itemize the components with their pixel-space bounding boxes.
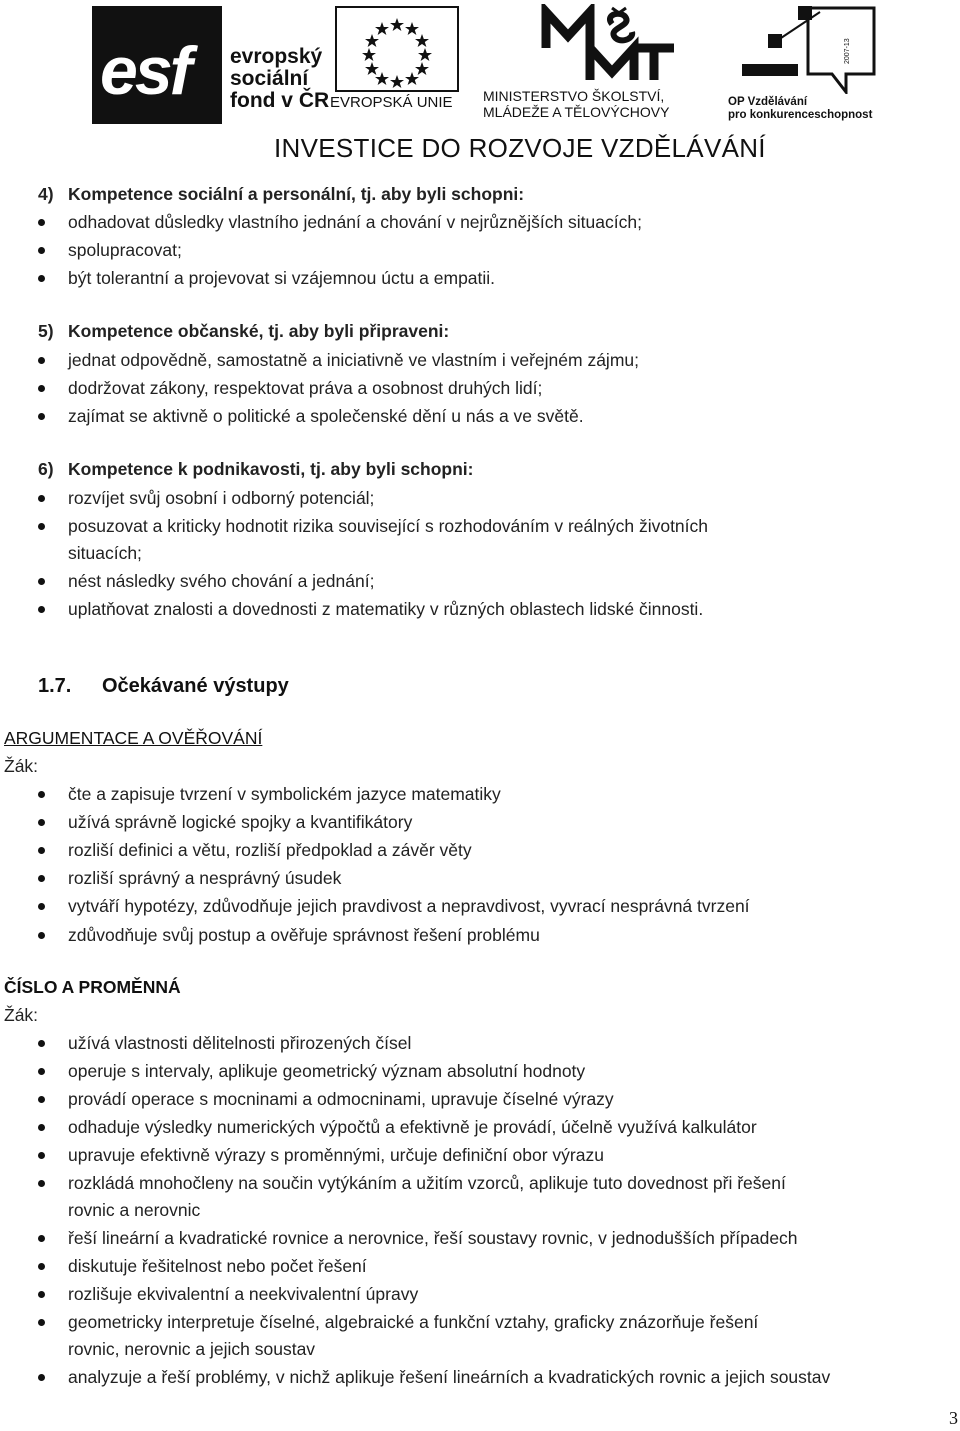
chapter-number: 1.7. <box>38 675 72 697</box>
page-number: 3 <box>949 1408 958 1428</box>
section4-item: spolupracovat; <box>68 240 182 260</box>
bullet-icon <box>38 1180 45 1187</box>
section4-title: Kompetence sociální a personální, tj. aby byli schopni: <box>68 184 525 204</box>
section5-title: Kompetence občanské, tj. aby byli připraveni: <box>68 321 450 341</box>
cislo-item: odhaduje výsledky numerických výpočtů a efektivně je provádí, účelně využívá kalkulátor <box>68 1117 757 1137</box>
bullet-icon <box>38 219 45 226</box>
investice-banner: INVESTICE DO ROZVOJE VZDĚLÁVÁNÍ <box>274 133 766 163</box>
section4-number: 4) <box>38 184 54 204</box>
cislo-item: geometricky interpretuje číselné, algebraické a funkční vztahy, graficky znázorňuje řešení <box>68 1312 759 1332</box>
cislo-item: analyzuje a řeší problémy, v nichž aplikuje řešení lineárních a kvadratických rovnic a jejich soustav <box>68 1367 831 1387</box>
section6-title: Kompetence k podnikavosti, tj. aby byli schopni: <box>68 459 474 479</box>
section6-item: posuzovat a kriticky hodnotit rizika související s rozhodováním v reálných životních <box>68 516 709 536</box>
bullet-icon <box>38 1152 45 1159</box>
section6-number: 6) <box>38 459 54 479</box>
op-line1: OP Vzdělávání <box>728 96 808 108</box>
argumentace-item: rozliší definici a větu, rozliší předpoklad a závěr věty <box>68 840 472 860</box>
bullet-icon <box>38 932 45 939</box>
chapter-title: Očekávané výstupy <box>102 675 289 697</box>
bullet-icon <box>38 413 45 420</box>
cislo-item-continued: rovnic a nerovnic <box>68 1200 201 1220</box>
section6-item: uplatňovat znalosti a dovednosti z matematiky v různých oblastech lidské činnosti. <box>68 599 704 619</box>
bullet-icon <box>38 903 45 910</box>
cislo-item: užívá vlastnosti dělitelnosti přirozených čísel <box>68 1033 412 1053</box>
section5-number: 5) <box>38 321 54 341</box>
section4-item: být tolerantní a projevovat si vzájemnou úctu a empatii. <box>68 268 496 288</box>
cislo-item: provádí operace s mocninami a odmocninami, upravuje číselné výrazy <box>68 1089 614 1109</box>
bullet-icon <box>38 606 45 613</box>
section6-item: rozvíjet svůj osobní i odborný potenciál; <box>68 488 375 508</box>
esf-line3: fond v ČR <box>230 89 330 112</box>
bullet-icon <box>38 247 45 254</box>
bullet-icon <box>38 385 45 392</box>
section6-item-continued: situacích; <box>68 543 142 563</box>
bullet-icon <box>38 847 45 854</box>
bullet-icon <box>38 1263 45 1270</box>
msmt-line1: MINISTERSTVO ŠKOLSTVÍ, <box>483 88 665 104</box>
cislo-item: rozlišuje ekvivalentní a neekvivalentní úpravy <box>68 1284 419 1304</box>
eu-caption: EVROPSKÁ UNIE <box>330 94 453 111</box>
bullet-icon <box>38 495 45 502</box>
bullet-icon <box>38 875 45 882</box>
op-caption <box>728 96 872 122</box>
msmt-caption <box>483 88 669 120</box>
cislo-item: diskutuje řešitelnost nebo počet řešení <box>68 1256 367 1276</box>
bullet-icon <box>38 1374 45 1381</box>
bullet-icon <box>38 1319 45 1326</box>
msmt-line2: MLÁDEŽE A TĚLOVÝCHOVY <box>483 104 670 120</box>
bullet-icon <box>38 1291 45 1298</box>
bullet-icon <box>38 791 45 798</box>
bullet-icon <box>38 1068 45 1075</box>
cislo-pupil-label: Žák: <box>4 1005 39 1025</box>
bullet-icon <box>38 357 45 364</box>
argumentace-item: užívá správně logické spojky a kvantifikátory <box>68 812 413 832</box>
bullet-icon <box>38 578 45 585</box>
argumentace-item: rozliší správný a nesprávný úsudek <box>68 868 342 888</box>
cislo-item: operuje s intervaly, aplikuje geometrický význam absolutní hodnoty <box>68 1061 586 1081</box>
esf-line2: sociální <box>230 67 309 90</box>
esf-logo <box>92 6 222 124</box>
argumentace-pupil-label: Žák: <box>4 756 39 776</box>
op-logo <box>738 4 878 94</box>
section4-item: odhadovat důsledky vlastního jednání a chování v nejrůznějších situacích; <box>68 212 642 232</box>
section5-item: zajímat se aktivně o politické a společenské dění u nás a ve světě. <box>68 406 584 426</box>
cislo-item-continued: rovnic, nerovnic a jejich soustav <box>68 1339 316 1359</box>
section5-item: dodržovat zákony, respektovat práva a osobnost druhých lidí; <box>68 378 543 398</box>
section5-item: jednat odpovědně, samostatně a iniciativně ve vlastním i veřejném zájmu; <box>68 350 639 370</box>
esf-logo-text <box>230 46 329 112</box>
msmt-logo <box>540 4 680 84</box>
argumentace-item: čte a zapisuje tvrzení v symbolickém jazyce matematiky <box>68 784 501 804</box>
argumentace-item: zdůvodňuje svůj postup a ověřuje správnost řešení problému <box>68 925 540 945</box>
op-year: 2007-13 <box>844 38 851 64</box>
bullet-icon <box>38 523 45 530</box>
bullet-icon <box>38 1096 45 1103</box>
op-line2: pro konkurenceschopnost <box>728 109 873 121</box>
bullet-icon <box>38 1040 45 1047</box>
cislo-item: upravuje efektivně výrazy s proměnnými, určuje definiční obor výrazu <box>68 1145 604 1165</box>
esf-logo-letters: esf <box>100 33 190 109</box>
bullet-icon <box>38 1124 45 1131</box>
cislo-heading: ČÍSLO A PROMĚNNÁ <box>4 977 181 997</box>
cislo-item: řeší lineární a kvadratické rovnice a nerovnice, řeší soustavy rovnic, v jednodušších případech <box>68 1228 798 1248</box>
bullet-icon <box>38 1235 45 1242</box>
argumentace-item: vytváří hypotézy, zdůvodňuje jejich pravdivost a nepravdivost, vyvrací nesprávná tvrzení <box>68 896 750 916</box>
bullet-icon <box>38 819 45 826</box>
eu-flag-icon <box>335 6 459 92</box>
esf-line1: evropský <box>230 45 323 68</box>
argumentace-heading: ARGUMENTACE A OVĚŘOVÁNÍ <box>4 728 263 748</box>
logo-header <box>0 0 960 165</box>
cislo-item: rozkládá mnohočleny na součin vytýkáním a užitím vzorců, aplikuje tuto dovednost při řešení <box>68 1173 786 1193</box>
bullet-icon <box>38 275 45 282</box>
section6-item: nést následky svého chování a jednání; <box>68 571 375 591</box>
